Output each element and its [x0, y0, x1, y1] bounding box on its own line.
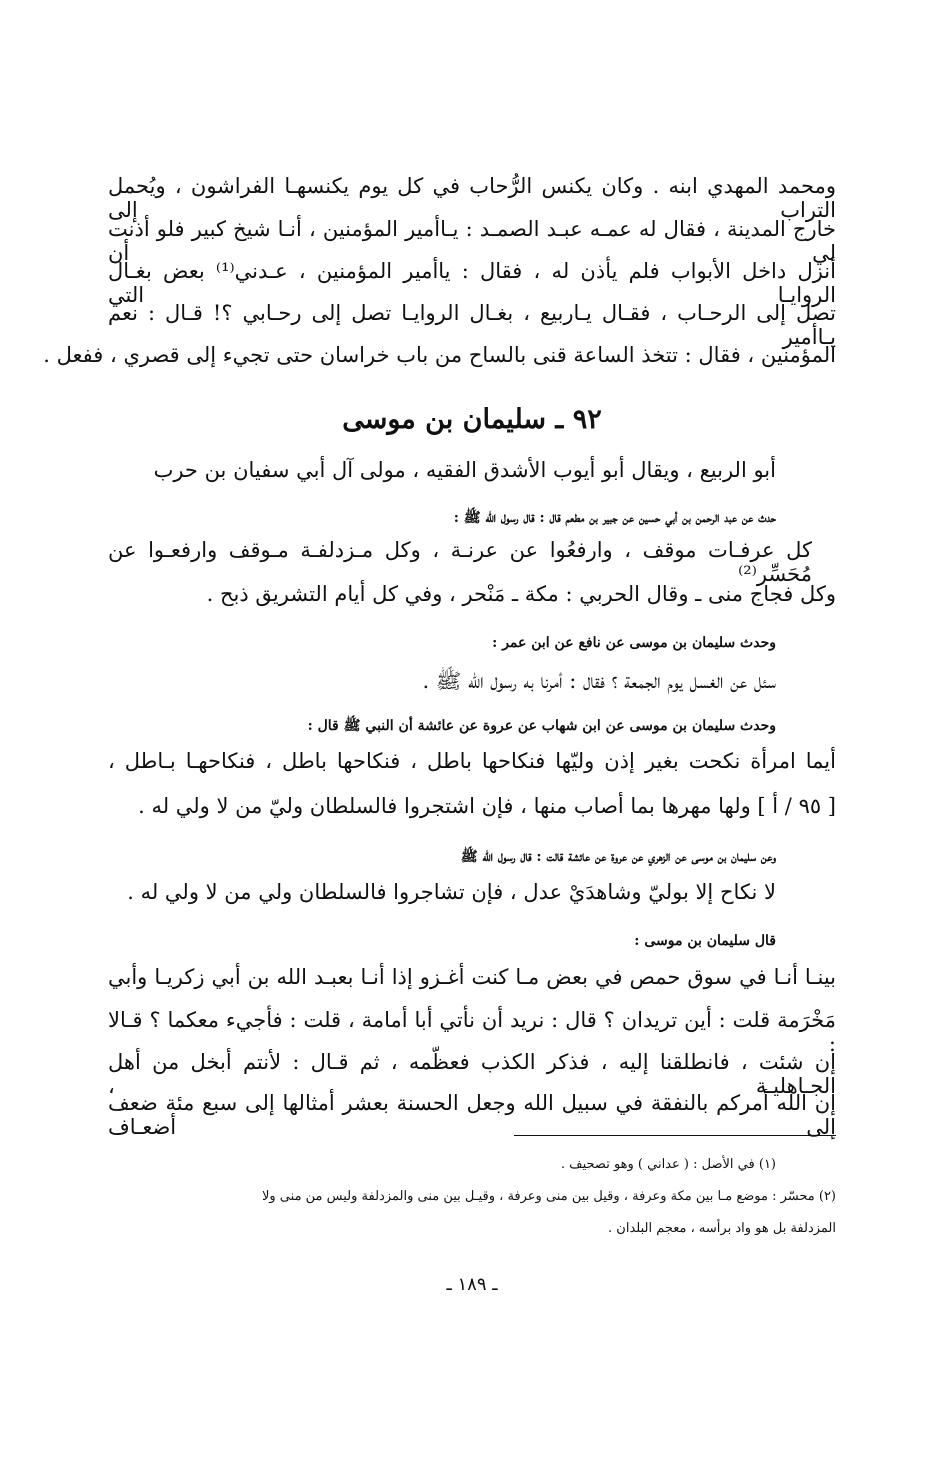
- footnote-divider: [514, 1135, 836, 1136]
- paragraph-top-line-1: ومحمد المهدي ابنه . وكان يكنس الرُّحاب في كل يوم يكنسهـا الفراشون ، ويُحمل التراب إلى: [108, 174, 836, 222]
- hadith-1-line-1: كل عرفـات موقف ، وارفعُوا عن عرنـة ، وكل مـزدلفـة مـوقف وارفعـوا عن مُحَسِّر⁽²⁾: [108, 538, 812, 586]
- paragraph-bottom-line-3: إن شئت ، فانطلقنا إليه ، فذكر الكذب فعظّمه ، ثم قـال : لأنتم أبخل من أهل الجـاهليـة ،: [108, 1050, 836, 1098]
- hadith-4: لا نكاح إلا بوليّ وشاهدَيْ عدل ، فإن تشاجروا فالسلطان ولي من لا ولي له .: [127, 880, 776, 904]
- entry-heading: ٩٢ ـ سليمان بن موسى: [342, 404, 602, 435]
- footnote-1: (١) في الأصل : ( عداني ) وهو تصحيف .: [560, 1157, 776, 1172]
- paragraph-bottom-line-1: بينـا أنـا في سوق حمص في بعض مـا كنت أغـزو إذا أنـا بعبـد الله بن أبي زكريـا وأبي: [108, 965, 836, 989]
- isnad-1: حدث عن عبد الرحمن بن أبي حسين عن جبير بن مطعم قال : قال رسول الله ﷺ :: [453, 510, 776, 526]
- footnote-2-line-1: (٢) محسّر : موضع مـا بين مكة وعرفة ، وقيل بين منى وعرفة ، وقيـل بين منى والمزدلفة وليس من منى ولا: [261, 1189, 836, 1204]
- isnad-4: وعن سليمان بن موسى عن الزهري عن عروة عن عائشة قالت : قال رسول الله ﷺ: [460, 849, 776, 865]
- hadith-1-line-2: وكل فجاج منى ـ وقال الحربي : مكة ـ مَنْحر ، وفي كل أيام التشريق ذبح .: [206, 582, 836, 606]
- isnad-2: وحدث سليمان بن موسى عن نافع عن ابن عمر :: [492, 635, 776, 651]
- paragraph-top-line-5: المؤمنين ، فقال : تتخذ الساعة قنى بالساح من باب خراسان حتى تجيء إلى قصري ، ففعل .: [43, 343, 836, 367]
- paragraph-bottom-line-2: مَخْرَمة قلت : أين تريدان ؟ قال : نريد أن نأتي أبا أمامة ، قلت : فأجيء معكما ؟ قـالا :: [108, 1008, 836, 1056]
- paragraph-top-line-4: تصل إلى الرحـاب ، فقـال يـاربيع ، بغـال الروايـا تصل إلى رحـابي ؟! قـال : نعم يـاأمير: [108, 301, 836, 349]
- hadith-3-line-1: أيما امرأة نكحت بغير إذن وليّها فنكاحها باطل ، فنكاحها باطل ، فنكاحهـا بـاطل ،: [108, 749, 836, 773]
- paragraph-top-line-2: خارج المدينة ، فقال له عمـه عبـد الصمـد : يـاأمير المؤمنين ، أنـا شيخ كبير فلو أذنت لي أن: [108, 217, 836, 265]
- paragraph-bottom-line-4: إن الله أمركم بالنفقة في سبيل الله وجعل الحسنة بعشر أمثالها إلى سبع مئة ضعف إلى أضعـاف: [108, 1091, 836, 1139]
- footnote-2-line-2: المزدلفة بل هو واد برأسه ، معجم البلدان .: [608, 1221, 836, 1236]
- paragraph-top-line-3: أنزل داخل الأبواب فلم يأذن له ، فقال : ياأمير المؤمنين ، عـدني⁽¹⁾ بعض بغـال الروايـا التي: [108, 259, 836, 307]
- hadith-3-line-2: [ ٩٥ / أ ] ولها مهرها بما أصاب منها ، فإن اشتجروا فالسلطان وليّ من لا ولي له .: [138, 794, 836, 818]
- bio-line: أبو الربيع ، ويقال أبو أيوب الأشدق الفقيه ، مولى آل أبي سفيان بن حرب: [153, 458, 776, 482]
- page-number: ـ ١٨٩ ـ: [446, 1274, 498, 1295]
- isnad-5: قال سليمان بن موسى :: [634, 933, 776, 949]
- hadith-2: سئل عن الغسل يوم الجمعة ؟ فقال : أمرنا به رسول الله ﷺ .: [422, 669, 776, 693]
- isnad-3: وحدث سليمان بن موسى عن ابن شهاب عن عروة عن عائشة أن النبي ﷺ قال :: [307, 718, 776, 734]
